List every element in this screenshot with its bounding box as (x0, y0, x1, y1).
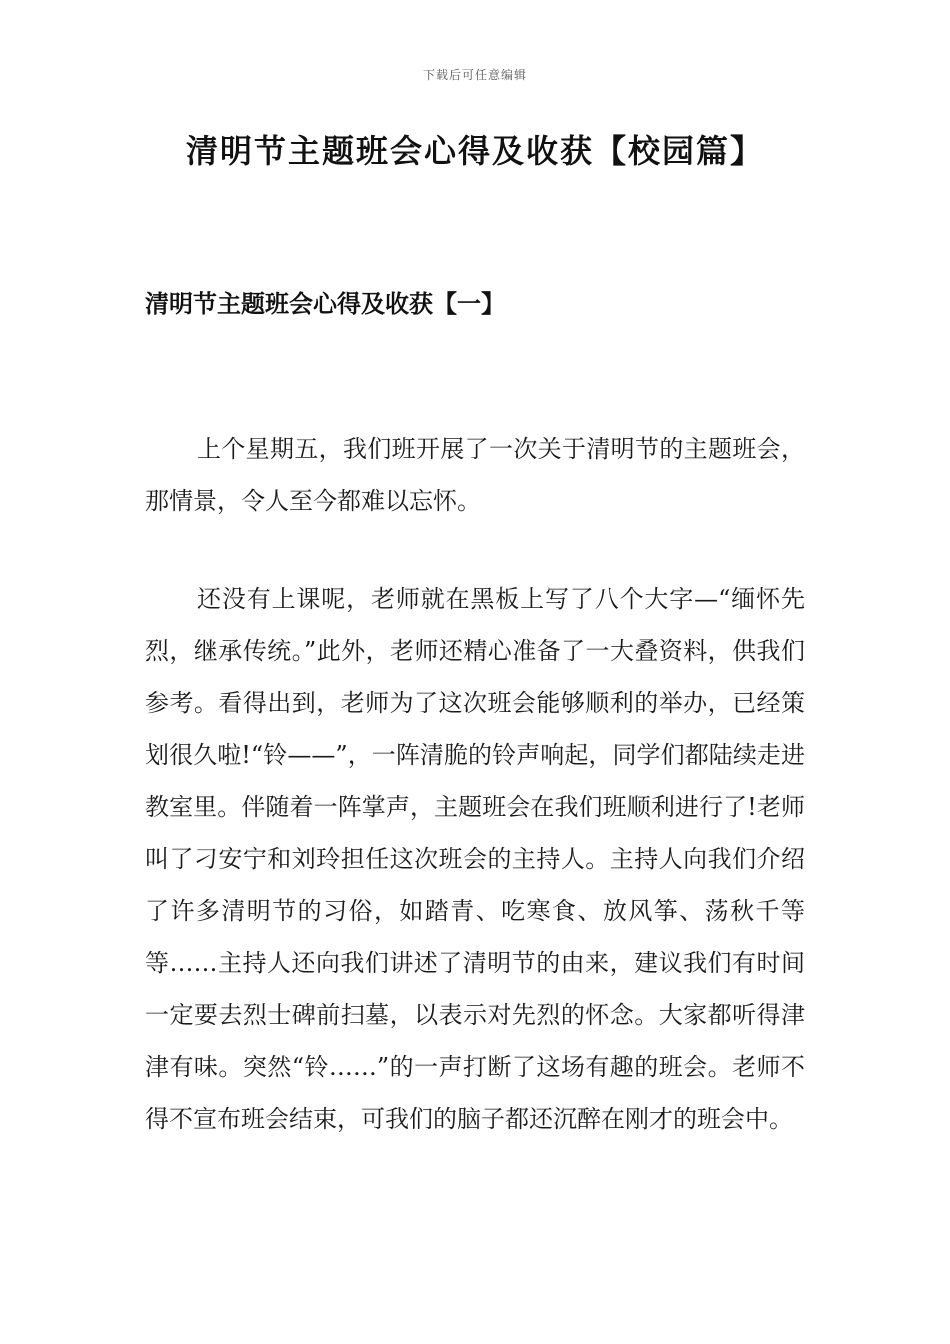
page-header-note: 下载后可任意编辑 (422, 68, 527, 82)
document-title: 清明节主题班会心得及收获【校园篇】 (185, 132, 764, 170)
body-paragraph: 上个星期五，我们班开展了一次关于清明节的主题班会，那情景，令人至今都难以忘怀。 (145, 435, 805, 515)
body-paragraph: 还没有上课呢，老师就在黑板上写了八个大字—“缅怀先烈，继承传统。”此外，老师还精心准备了一大叠资料，供我们参考。看得出到，老师为了这次班会能够顺利的举办，已经策划很久啦!“铃——”，一阵清脆的铃声响起，同学们都陆续走进教室里。伴随着一阵掌声，主题班会在我们班顺利进行了!老师叫了刁安宁和刘玲担任这次班会的主持人。主持人向我们介绍了许多清明节的习俗，如踏青、吃寒食、放风筝、荡秋千等等……主持人还向我们讲述了清明节的由来，建议我们有时间一定要去烈士碑前扫墓，以表示对先烈的怀念。大家都听得津津有味。突然“铃……”的一声打断了这场有趣的班会。老师不得不宣布班会结束，可我们的脑子都还沉醉在刚才的班会中。 (145, 585, 805, 1133)
section-heading: 清明节主题班会心得及收获【一】 (145, 289, 505, 318)
